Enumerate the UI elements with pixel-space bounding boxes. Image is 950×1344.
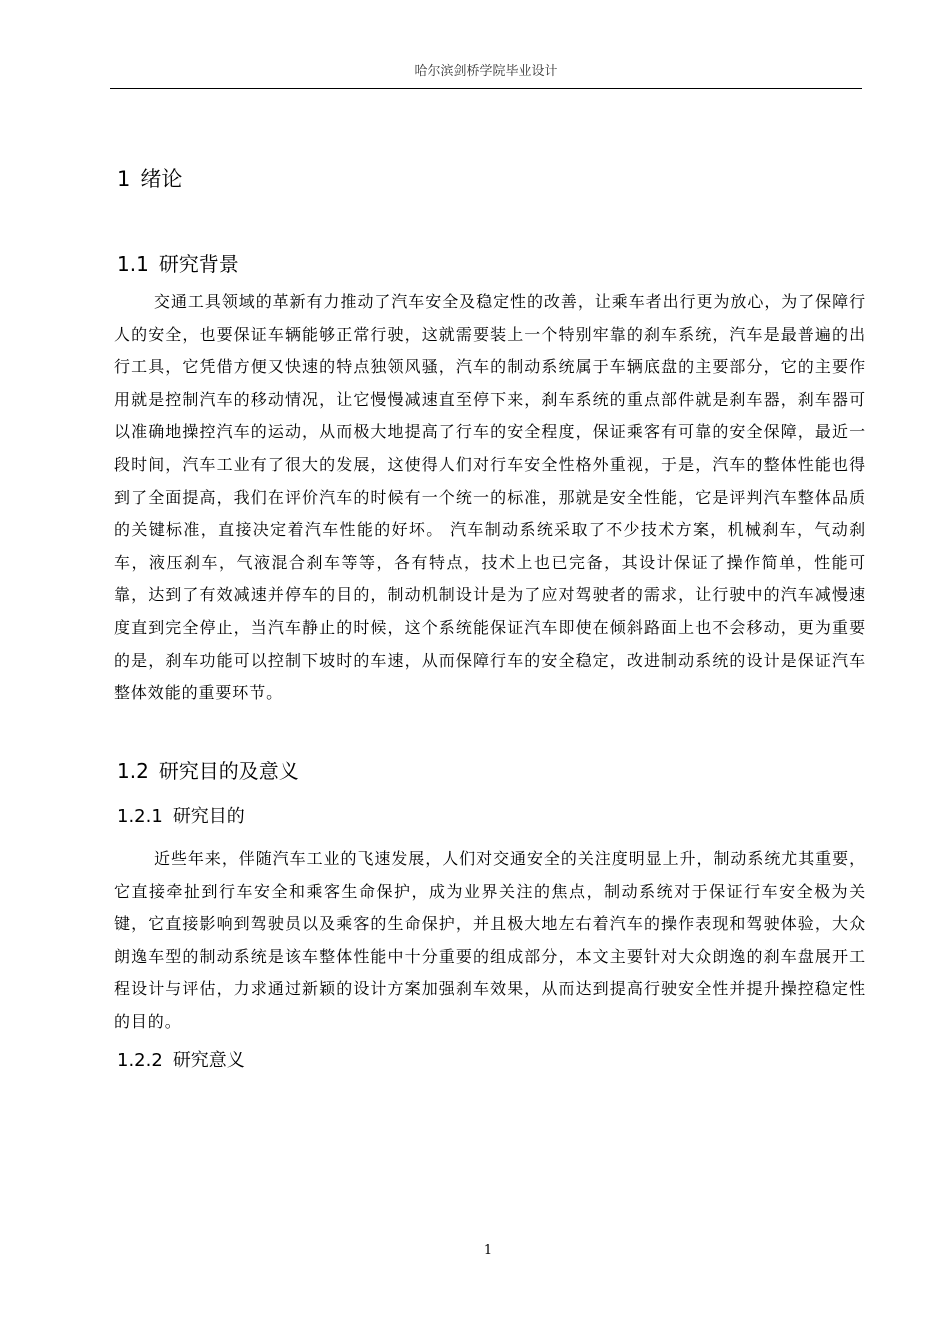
subsection-number: 1.2.2 xyxy=(117,1050,163,1071)
chapter-number: 1 xyxy=(117,167,131,191)
chapter-title: 绪论 xyxy=(140,167,183,191)
subsection-title: 研究目的 xyxy=(172,806,245,827)
header-divider xyxy=(110,88,862,89)
subsection-number: 1.2.1 xyxy=(117,806,163,827)
chapter-heading xyxy=(117,164,182,194)
page-number: 1 xyxy=(483,1243,493,1258)
page-header: 哈尔滨剑桥学院毕业设计 xyxy=(414,64,558,79)
section-heading-1-1 xyxy=(117,250,239,278)
section-number: 1.2 xyxy=(117,759,149,783)
background-paragraph: 交通工具领域的革新有力推动了汽车安全及稳定性的改善，让乘车者出行更为放心，为了保障行人的安全，也要保证车辆能够正常行驶，这就需要装上一个特别牢靠的刹车系统，汽车是最普遍的出行工具，它凭借方便又快速的特点独领风骚，汽车的制动系统属于车辆底盘的主要部分，它的主要作用就是控制汽车的移动情况，让它慢慢减速直至停下来，刹车系统的重点部件就是刹车器，刹车器可以准确地操控汽车的运动，从而极大地提高了行车的安全程度，保证乘客有可靠的安全保障，最近一段时间，汽车工业有了很大的发展，这使得人们对行车安全性格外重视，于是，汽车的整体性能也得到了全面提高，我们在评价汽车的时候有一个统一的标准，那就是安全性能，它是评判汽车整体品质的关键标准，直接决定着汽车性能的好坏。 汽车制动系统采取了不少技术方案，机械刹车，气动刹车，液压刹车，气液混合刹车等等，各有特点，技术上也已完备，其设计保证了操作简单，性能可靠，达到了有效减速并停车的目的，制动机制设计是为了应对驾驶者的需求，让行驶中的汽车减慢速度直到完全停止，当汽车静止的时候，这个系统能保证汽车即使在倾斜路面上也不会移动，更为重要的是，刹车功能可以控制下坡时的车速，从而保障行车的安全稳定，改进制动系统的设计是保证汽车整体效能的重要环节。 xyxy=(114,292,866,703)
subsection-heading-1-2-2 xyxy=(117,1048,245,1074)
section-heading-1-2 xyxy=(117,757,299,785)
section-title: 研究目的及意义 xyxy=(158,759,299,783)
subsection-title: 研究意义 xyxy=(172,1050,245,1071)
section-number: 1.1 xyxy=(117,252,149,276)
purpose-paragraph: 近些年来，伴随汽车工业的飞速发展，人们对交通安全的关注度明显上升，制动系统尤其重要，它直接牵扯到行车安全和乘客生命保护，成为业界关注的焦点，制动系统对于保证行车安全极为关键，它直接影响到驾驶员以及乘客的生命保护，并且极大地左右着汽车的操作表现和驾驶体验，大众朗逸车型的制动系统是该车整体性能中十分重要的组成部分，本文主要针对大众朗逸的刹车盘展开工程设计与评估，力求通过新颖的设计方案加强刹车效果，从而达到提高行驶安全性并提升操控稳定性的目的。 xyxy=(114,849,866,1031)
section-title: 研究背景 xyxy=(158,252,239,276)
subsection-heading-1-2-1 xyxy=(117,804,245,830)
